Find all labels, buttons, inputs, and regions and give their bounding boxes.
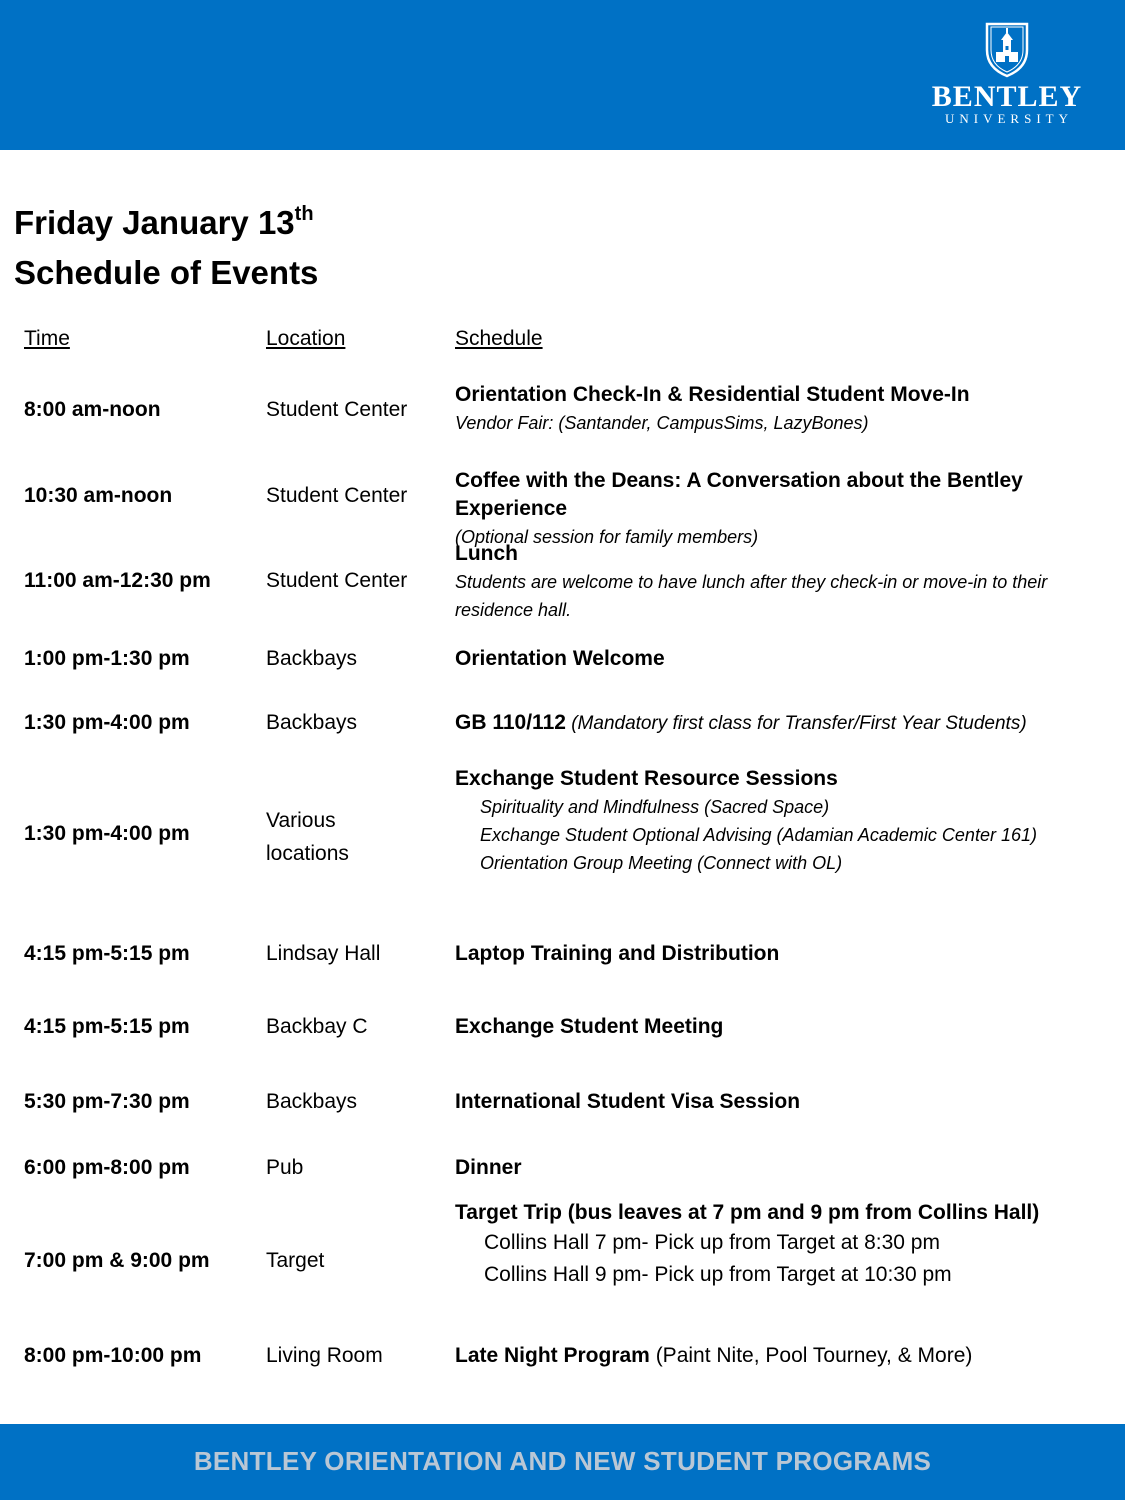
event-note: (Paint Nite, Pool Tourney, & More) [649,1344,973,1367]
row-schedule [455,940,1120,968]
event-subitem: Collins Hall 7 pm- Pick up from Target at 8:30 pm [484,1231,940,1254]
event-title: Orientation Check-In & Residential Student Move-In [455,383,970,406]
column-header-time: Time [24,327,70,350]
row-time: 1:30 pm-4:00 pm [24,822,190,845]
row-schedule [455,540,1120,624]
event-title: Target Trip (bus leaves at 7 pm and 9 pm from Collins Hall) [455,1201,1040,1224]
event-title: Exchange Student Meeting [455,1015,724,1038]
row-time: 8:00 pm-10:00 pm [24,1344,202,1367]
row-location: Backbays [266,1090,358,1113]
row-time: 1:30 pm-4:00 pm [24,711,190,734]
event-note: Vendor Fair: (Santander, CampusSims, LazyBones) [455,413,869,433]
row-time: 6:00 pm-8:00 pm [24,1156,190,1179]
title-subtitle: Schedule of Events [14,254,319,291]
row-location: Pub [266,1156,304,1179]
row-schedule [455,645,1120,673]
row-location: Backbay C [266,1015,368,1038]
row-location: Backbays [266,647,358,670]
event-subitem: Exchange Student Optional Advising (Adamian Academic Center 161) [480,825,1037,845]
row-location: Student Center [266,398,408,421]
page-title [14,198,318,298]
row-time: 7:00 pm & 9:00 pm [24,1249,210,1272]
row-schedule [455,1154,1120,1182]
row-location: Student Center [266,569,408,592]
row-location: Various locations [266,809,349,865]
row-schedule [455,381,1120,437]
event-title: Late Night Program [455,1344,650,1367]
row-schedule [455,1013,1120,1041]
row-location: Backbays [266,711,358,734]
row-schedule [455,765,1120,877]
row-schedule [455,1342,1120,1370]
event-title: Laptop Training and Distribution [455,942,780,965]
event-title: International Student Visa Session [455,1090,801,1113]
bentley-logo [927,18,1087,126]
event-note: (Optional session for family members) [455,527,759,547]
row-location: Student Center [266,484,408,507]
column-header-schedule: Schedule [455,327,543,350]
event-title: Coffee with the Deans: A Conversation about the Bentley Experience [455,469,1023,520]
title-date: Friday January 13th [14,203,314,241]
row-time: 1:00 pm-1:30 pm [24,647,190,670]
event-title: Exchange Student Resource Sessions [455,767,838,790]
column-header-location: Location [266,327,346,350]
row-time: 5:30 pm-7:30 pm [24,1090,190,1113]
logo-wordmark: BENTLEY [931,80,1083,113]
bell-tower-shield-icon [983,18,1031,78]
row-time: 4:15 pm-5:15 pm [24,942,190,965]
row-location: Target [266,1249,325,1272]
event-subitem: Collins Hall 9 pm- Pick up from Target at 10:30 pm [484,1263,952,1286]
event-title: Dinner [455,1156,522,1179]
title-date-suffix: th [294,203,314,225]
footer-text: BENTLEY ORIENTATION AND NEW STUDENT PROGRAMS [193,1446,932,1476]
row-schedule [455,1199,1120,1291]
event-title: Lunch [455,542,518,565]
row-time: 8:00 am-noon [24,398,161,421]
event-title: GB 110/112 [455,711,566,734]
row-time: 4:15 pm-5:15 pm [24,1015,190,1038]
event-note: Students are welcome to have lunch after they check-in or move-in to their residence hall. [455,572,1048,620]
row-location: Lindsay Hall [266,942,381,965]
logo-subtitle: UNIVERSITY [945,111,1073,126]
row-location: Living Room [266,1344,383,1367]
event-subitem: Orientation Group Meeting (Connect with OL) [480,853,843,873]
row-time: 10:30 am-noon [24,484,173,507]
row-schedule [455,709,1120,738]
row-schedule [455,1088,1120,1116]
event-title: Orientation Welcome [455,647,665,670]
event-subitem: Spirituality and Mindfulness (Sacred Space) [480,797,830,817]
row-time: 11:00 am-12:30 pm [24,569,211,592]
row-schedule [455,467,1120,551]
event-note: (Mandatory first class for Transfer/First Year Students) [565,713,1027,734]
